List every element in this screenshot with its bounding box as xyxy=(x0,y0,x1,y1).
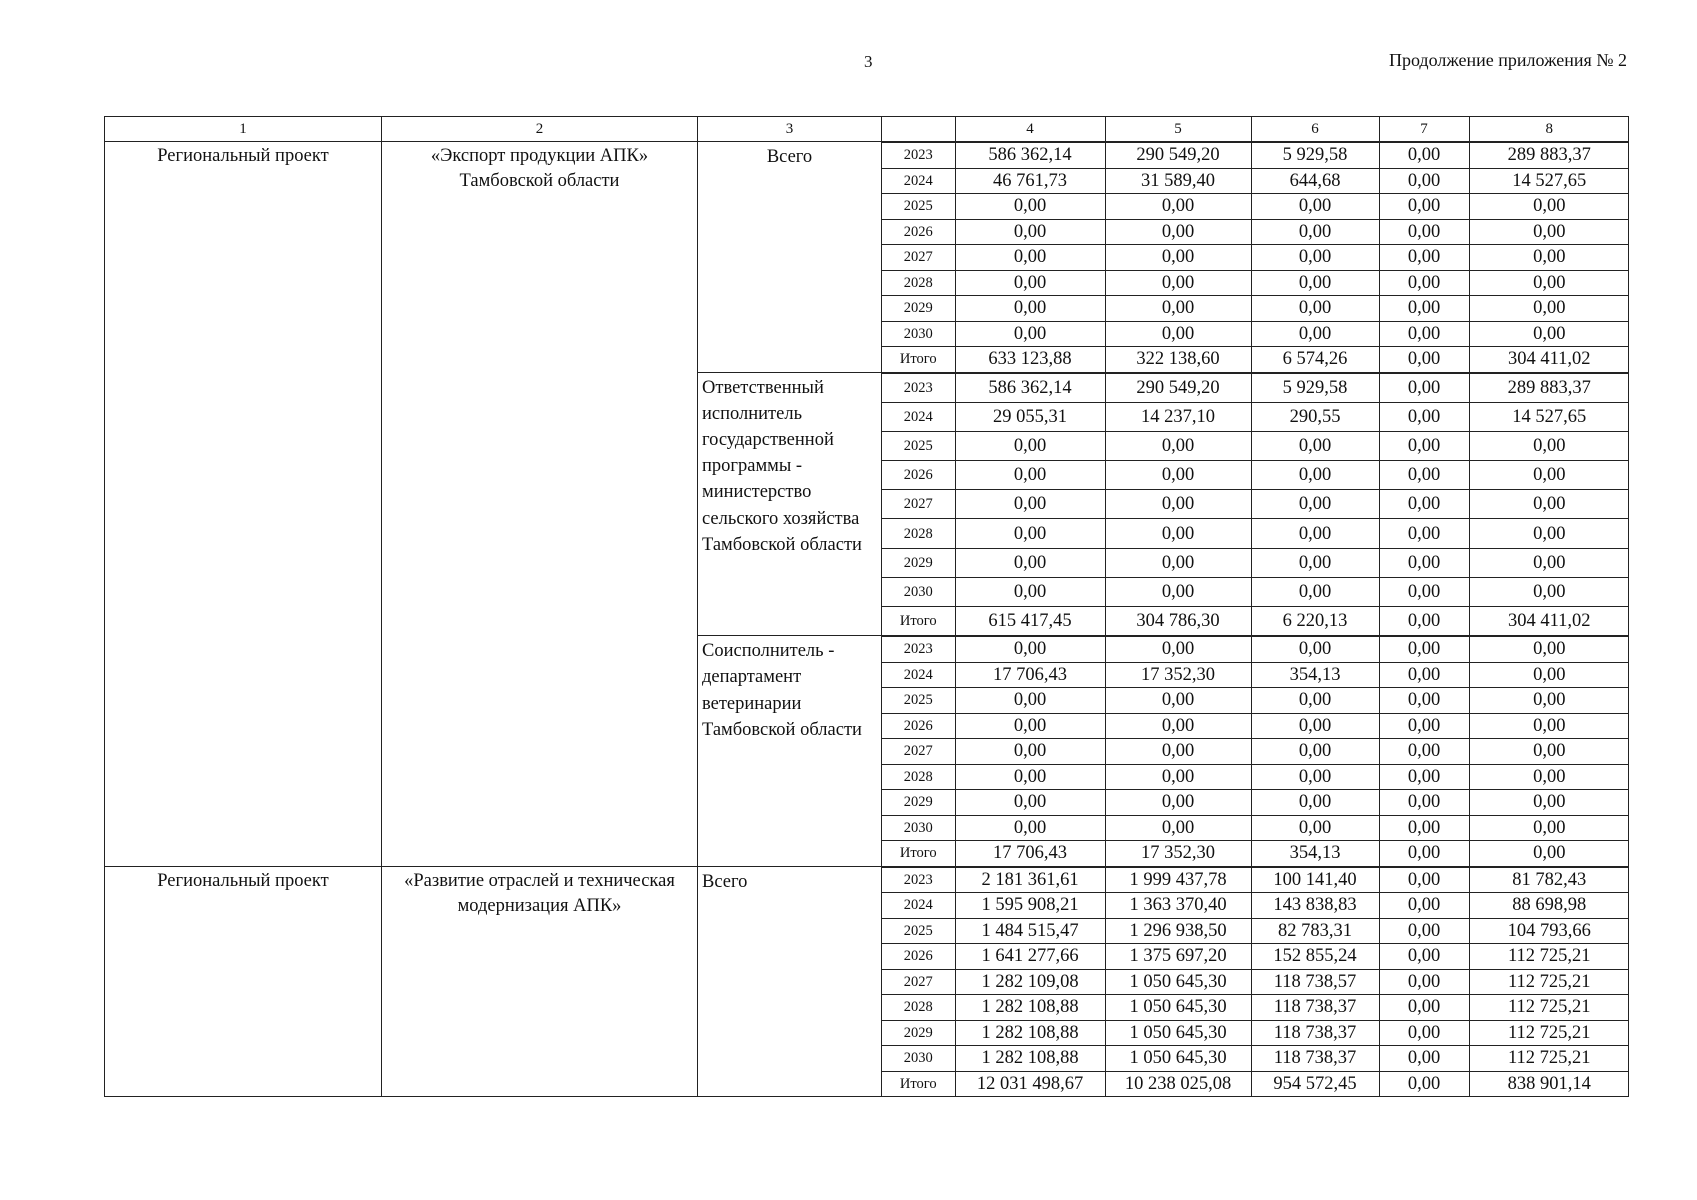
col8-value: 88 698,98 xyxy=(1469,893,1629,919)
col5-value: 0,00 xyxy=(1105,461,1251,490)
year-row xyxy=(882,790,1629,816)
year-cell: 2024 xyxy=(882,168,955,194)
col4-value: 1 484 515,47 xyxy=(955,918,1105,944)
col4-value: 0,00 xyxy=(955,519,1105,548)
col6-value: 143 838,83 xyxy=(1251,893,1379,919)
col4-value: 1 282 108,88 xyxy=(955,1020,1105,1046)
col7-value: 0,00 xyxy=(1379,270,1469,296)
page-number: 3 xyxy=(864,52,873,71)
col6-value: 5 929,58 xyxy=(1251,373,1379,402)
col5-value: 0,00 xyxy=(1105,490,1251,519)
year-cell: Итого xyxy=(882,607,955,636)
year-row xyxy=(882,764,1629,790)
col7-value: 0,00 xyxy=(1379,637,1469,663)
year-row xyxy=(882,969,1629,995)
col5-value: 1 050 645,30 xyxy=(1105,995,1251,1021)
col7-value: 0,00 xyxy=(1379,490,1469,519)
col7-value: 0,00 xyxy=(1379,713,1469,739)
col4-value: 615 417,45 xyxy=(955,607,1105,636)
col4-value: 0,00 xyxy=(955,461,1105,490)
col5-value: 290 549,20 xyxy=(1105,373,1251,402)
col4-value: 0,00 xyxy=(955,713,1105,739)
year-row xyxy=(882,347,1629,372)
year-cell: 2024 xyxy=(882,662,955,688)
year-row xyxy=(882,461,1629,490)
col5-value: 1 050 645,30 xyxy=(1105,1046,1251,1072)
column-header-year xyxy=(882,117,955,141)
col6-value: 0,00 xyxy=(1251,764,1379,790)
year-cell: Итого xyxy=(882,1071,955,1096)
col6-value: 82 783,31 xyxy=(1251,918,1379,944)
col7-value: 0,00 xyxy=(1379,219,1469,245)
year-row xyxy=(882,995,1629,1021)
project-group-row xyxy=(105,142,1629,373)
col6-value: 118 738,37 xyxy=(1251,1020,1379,1046)
year-row xyxy=(882,713,1629,739)
col7-value: 0,00 xyxy=(1379,688,1469,714)
column-header-1: 1 xyxy=(105,117,382,142)
col4-value: 0,00 xyxy=(955,296,1105,322)
col5-value: 290 549,20 xyxy=(1105,143,1251,169)
col4-value: 0,00 xyxy=(955,245,1105,271)
col4-value: 0,00 xyxy=(955,764,1105,790)
col4-value: 0,00 xyxy=(955,637,1105,663)
executor-cell: Ответственный исполнитель государственной программы - министерство сельского хозяйства Тамбовской области xyxy=(698,372,882,636)
col5-value: 0,00 xyxy=(1105,194,1251,220)
col4-value: 1 282 108,88 xyxy=(955,1046,1105,1072)
year-row xyxy=(882,1071,1629,1096)
year-row xyxy=(882,739,1629,765)
col7-value: 0,00 xyxy=(1379,607,1469,636)
col8-value: 0,00 xyxy=(1469,245,1629,271)
col6-value: 152 855,24 xyxy=(1251,944,1379,970)
col8-value: 81 782,43 xyxy=(1469,867,1629,893)
col5-value: 304 786,30 xyxy=(1105,607,1251,636)
year-cell: 2029 xyxy=(882,296,955,322)
col4-value: 0,00 xyxy=(955,194,1105,220)
col8-value: 0,00 xyxy=(1469,519,1629,548)
col7-value: 0,00 xyxy=(1379,995,1469,1021)
year-rows xyxy=(882,373,1629,636)
year-row xyxy=(882,688,1629,714)
col7-value: 0,00 xyxy=(1379,519,1469,548)
year-cell: 2024 xyxy=(882,893,955,919)
col4-value: 0,00 xyxy=(955,688,1105,714)
col4-value: 586 362,14 xyxy=(955,373,1105,402)
executor-cell: Соисполнитель - департамент ветеринарии Тамбовской области xyxy=(698,636,882,867)
col4-value: 12 031 498,67 xyxy=(955,1071,1105,1096)
col5-value: 322 138,60 xyxy=(1105,347,1251,372)
year-cell: 2023 xyxy=(882,637,955,663)
year-row xyxy=(882,893,1629,919)
appendix-continuation-note: Продолжение приложения № 2 xyxy=(1388,50,1627,70)
col7-value: 0,00 xyxy=(1379,194,1469,220)
col8-value: 0,00 xyxy=(1469,688,1629,714)
col8-value: 0,00 xyxy=(1469,490,1629,519)
col4-value: 0,00 xyxy=(955,431,1105,460)
col6-value: 0,00 xyxy=(1251,790,1379,816)
col4-value: 0,00 xyxy=(955,815,1105,841)
col4-value: 1 641 277,66 xyxy=(955,944,1105,970)
year-row xyxy=(882,519,1629,548)
year-row xyxy=(882,490,1629,519)
column-header-5: 5 xyxy=(1105,117,1251,141)
year-cell: 2028 xyxy=(882,519,955,548)
col8-value: 0,00 xyxy=(1469,764,1629,790)
col7-value: 0,00 xyxy=(1379,1071,1469,1096)
year-row xyxy=(882,270,1629,296)
col5-value: 0,00 xyxy=(1105,431,1251,460)
year-cell: 2024 xyxy=(882,402,955,431)
col8-value: 0,00 xyxy=(1469,739,1629,765)
year-cell: 2028 xyxy=(882,764,955,790)
col6-value: 644,68 xyxy=(1251,168,1379,194)
column-header-row xyxy=(105,117,1629,142)
year-cell: 2027 xyxy=(882,245,955,271)
col8-value: 0,00 xyxy=(1469,296,1629,322)
year-cell: 2030 xyxy=(882,1046,955,1072)
col8-value: 304 411,02 xyxy=(1469,607,1629,636)
col7-value: 0,00 xyxy=(1379,944,1469,970)
col4-value: 0,00 xyxy=(955,548,1105,577)
col7-value: 0,00 xyxy=(1379,548,1469,577)
col7-value: 0,00 xyxy=(1379,168,1469,194)
col6-value: 100 141,40 xyxy=(1251,867,1379,893)
col4-value: 0,00 xyxy=(955,577,1105,606)
col6-value: 0,00 xyxy=(1251,194,1379,220)
year-cell: 2023 xyxy=(882,143,955,169)
year-row xyxy=(882,841,1629,866)
col8-value: 0,00 xyxy=(1469,713,1629,739)
project-name: «Развитие отраслей и техническая модернизация АПК» xyxy=(382,866,698,1097)
col5-value: 0,00 xyxy=(1105,219,1251,245)
col5-value: 0,00 xyxy=(1105,637,1251,663)
year-cell: 2025 xyxy=(882,688,955,714)
year-cell: 2026 xyxy=(882,219,955,245)
executor-cell: Всего xyxy=(698,142,882,373)
col7-value: 0,00 xyxy=(1379,764,1469,790)
col6-value: 5 929,58 xyxy=(1251,143,1379,169)
col4-value: 0,00 xyxy=(955,490,1105,519)
year-cell: 2025 xyxy=(882,194,955,220)
col5-value: 17 352,30 xyxy=(1105,662,1251,688)
col6-value: 0,00 xyxy=(1251,245,1379,271)
col8-value: 112 725,21 xyxy=(1469,995,1629,1021)
col4-value: 46 761,73 xyxy=(955,168,1105,194)
col6-value: 0,00 xyxy=(1251,431,1379,460)
col7-value: 0,00 xyxy=(1379,969,1469,995)
year-row xyxy=(882,402,1629,431)
project-name: «Экспорт продукции АПК» Тамбовской области xyxy=(382,142,698,867)
year-cell: 2027 xyxy=(882,969,955,995)
col8-value: 0,00 xyxy=(1469,461,1629,490)
col5-value: 0,00 xyxy=(1105,577,1251,606)
year-cell: 2029 xyxy=(882,548,955,577)
col5-value: 0,00 xyxy=(1105,321,1251,347)
col6-value: 354,13 xyxy=(1251,662,1379,688)
year-row xyxy=(882,219,1629,245)
col8-value: 0,00 xyxy=(1469,815,1629,841)
col4-value: 17 706,43 xyxy=(955,662,1105,688)
col4-value: 0,00 xyxy=(955,321,1105,347)
col7-value: 0,00 xyxy=(1379,431,1469,460)
col5-value: 1 050 645,30 xyxy=(1105,969,1251,995)
col7-value: 0,00 xyxy=(1379,867,1469,893)
year-row xyxy=(882,1046,1629,1072)
col7-value: 0,00 xyxy=(1379,841,1469,866)
year-rows xyxy=(882,867,1629,1097)
col4-value: 0,00 xyxy=(955,270,1105,296)
year-rows xyxy=(882,142,1629,372)
col4-value: 1 282 109,08 xyxy=(955,969,1105,995)
col5-value: 1 050 645,30 xyxy=(1105,1020,1251,1046)
year-row xyxy=(882,944,1629,970)
col6-value: 118 738,37 xyxy=(1251,1046,1379,1072)
col4-value: 633 123,88 xyxy=(955,347,1105,372)
col6-value: 290,55 xyxy=(1251,402,1379,431)
year-cell: 2028 xyxy=(882,995,955,1021)
year-cell: 2030 xyxy=(882,815,955,841)
col6-value: 0,00 xyxy=(1251,519,1379,548)
year-row xyxy=(882,143,1629,169)
col6-value: 6 220,13 xyxy=(1251,607,1379,636)
col5-value: 17 352,30 xyxy=(1105,841,1251,866)
col8-value: 112 725,21 xyxy=(1469,1020,1629,1046)
col7-value: 0,00 xyxy=(1379,245,1469,271)
column-header-3: 3 xyxy=(698,117,882,142)
col7-value: 0,00 xyxy=(1379,296,1469,322)
column-header-2: 2 xyxy=(382,117,698,142)
col6-value: 118 738,57 xyxy=(1251,969,1379,995)
year-cell: 2030 xyxy=(882,577,955,606)
column-header-6: 6 xyxy=(1251,117,1379,141)
col5-value: 0,00 xyxy=(1105,688,1251,714)
col5-value: 0,00 xyxy=(1105,548,1251,577)
project-type: Региональный проект xyxy=(105,142,382,867)
col8-value: 0,00 xyxy=(1469,321,1629,347)
col6-value: 0,00 xyxy=(1251,688,1379,714)
year-rows xyxy=(882,636,1629,866)
col8-value: 0,00 xyxy=(1469,841,1629,866)
col5-value: 0,00 xyxy=(1105,245,1251,271)
col8-value: 0,00 xyxy=(1469,431,1629,460)
col5-value: 1 375 697,20 xyxy=(1105,944,1251,970)
col5-value: 0,00 xyxy=(1105,713,1251,739)
col8-value: 0,00 xyxy=(1469,219,1629,245)
year-row xyxy=(882,1020,1629,1046)
col4-value: 0,00 xyxy=(955,219,1105,245)
col6-value: 0,00 xyxy=(1251,321,1379,347)
col8-value: 14 527,65 xyxy=(1469,402,1629,431)
year-row xyxy=(882,245,1629,271)
year-row xyxy=(882,662,1629,688)
column-header-4: 4 xyxy=(955,117,1105,141)
year-row xyxy=(882,321,1629,347)
column-header-7: 7 xyxy=(1379,117,1469,141)
col5-value: 0,00 xyxy=(1105,815,1251,841)
col6-value: 118 738,37 xyxy=(1251,995,1379,1021)
col8-value: 0,00 xyxy=(1469,577,1629,606)
year-row xyxy=(882,637,1629,663)
col7-value: 0,00 xyxy=(1379,1046,1469,1072)
col6-value: 0,00 xyxy=(1251,548,1379,577)
col6-value: 6 574,26 xyxy=(1251,347,1379,372)
year-cell: Итого xyxy=(882,347,955,372)
col7-value: 0,00 xyxy=(1379,321,1469,347)
col7-value: 0,00 xyxy=(1379,893,1469,919)
year-cell: 2030 xyxy=(882,321,955,347)
year-row xyxy=(882,815,1629,841)
col8-value: 104 793,66 xyxy=(1469,918,1629,944)
col6-value: 954 572,45 xyxy=(1251,1071,1379,1096)
year-cell: 2029 xyxy=(882,790,955,816)
col5-value: 0,00 xyxy=(1105,296,1251,322)
col4-value: 2 181 361,61 xyxy=(955,867,1105,893)
year-row xyxy=(882,431,1629,460)
col4-value: 0,00 xyxy=(955,790,1105,816)
year-cell: 2023 xyxy=(882,867,955,893)
col6-value: 0,00 xyxy=(1251,577,1379,606)
col6-value: 0,00 xyxy=(1251,490,1379,519)
col7-value: 0,00 xyxy=(1379,662,1469,688)
col6-value: 0,00 xyxy=(1251,815,1379,841)
year-cell: 2028 xyxy=(882,270,955,296)
col5-value: 31 589,40 xyxy=(1105,168,1251,194)
year-cell: 2027 xyxy=(882,490,955,519)
col7-value: 0,00 xyxy=(1379,739,1469,765)
col8-value: 112 725,21 xyxy=(1469,1046,1629,1072)
col8-value: 14 527,65 xyxy=(1469,168,1629,194)
col5-value: 0,00 xyxy=(1105,519,1251,548)
year-cell: 2025 xyxy=(882,918,955,944)
col6-value: 0,00 xyxy=(1251,219,1379,245)
col6-value: 354,13 xyxy=(1251,841,1379,866)
year-cell: 2023 xyxy=(882,373,955,402)
col5-value: 10 238 025,08 xyxy=(1105,1071,1251,1096)
col6-value: 0,00 xyxy=(1251,739,1379,765)
col8-value: 304 411,02 xyxy=(1469,347,1629,372)
financing-table xyxy=(104,116,1629,1097)
col4-value: 29 055,31 xyxy=(955,402,1105,431)
col5-value: 1 363 370,40 xyxy=(1105,893,1251,919)
year-cell: Итого xyxy=(882,841,955,866)
col5-value: 0,00 xyxy=(1105,739,1251,765)
year-cell: 2026 xyxy=(882,461,955,490)
col4-value: 1 282 108,88 xyxy=(955,995,1105,1021)
col7-value: 0,00 xyxy=(1379,790,1469,816)
year-row xyxy=(882,548,1629,577)
executor-cell: Всего xyxy=(698,866,882,1097)
col4-value: 0,00 xyxy=(955,739,1105,765)
col8-value: 0,00 xyxy=(1469,548,1629,577)
col7-value: 0,00 xyxy=(1379,918,1469,944)
col8-value: 0,00 xyxy=(1469,790,1629,816)
col8-value: 0,00 xyxy=(1469,637,1629,663)
col8-value: 112 725,21 xyxy=(1469,944,1629,970)
col4-value: 17 706,43 xyxy=(955,841,1105,866)
col5-value: 0,00 xyxy=(1105,764,1251,790)
year-cell: 2026 xyxy=(882,944,955,970)
col7-value: 0,00 xyxy=(1379,461,1469,490)
year-row xyxy=(882,373,1629,402)
col5-value: 1 999 437,78 xyxy=(1105,867,1251,893)
column-header-8: 8 xyxy=(1469,117,1629,141)
column-header-numbers xyxy=(882,117,1629,141)
col8-value: 0,00 xyxy=(1469,662,1629,688)
col4-value: 1 595 908,21 xyxy=(955,893,1105,919)
col8-value: 0,00 xyxy=(1469,270,1629,296)
col4-value: 586 362,14 xyxy=(955,143,1105,169)
year-cell: 2029 xyxy=(882,1020,955,1046)
col5-value: 14 237,10 xyxy=(1105,402,1251,431)
year-cell: 2027 xyxy=(882,739,955,765)
col6-value: 0,00 xyxy=(1251,270,1379,296)
col7-value: 0,00 xyxy=(1379,347,1469,372)
col6-value: 0,00 xyxy=(1251,637,1379,663)
project-type: Региональный проект xyxy=(105,866,382,1097)
year-cell: 2026 xyxy=(882,713,955,739)
col7-value: 0,00 xyxy=(1379,577,1469,606)
year-row xyxy=(882,918,1629,944)
col7-value: 0,00 xyxy=(1379,373,1469,402)
col5-value: 1 296 938,50 xyxy=(1105,918,1251,944)
col5-value: 0,00 xyxy=(1105,270,1251,296)
year-row xyxy=(882,867,1629,893)
col6-value: 0,00 xyxy=(1251,296,1379,322)
project-group-row xyxy=(105,866,1629,1097)
year-row xyxy=(882,168,1629,194)
col7-value: 0,00 xyxy=(1379,1020,1469,1046)
col6-value: 0,00 xyxy=(1251,461,1379,490)
col8-value: 0,00 xyxy=(1469,194,1629,220)
year-row xyxy=(882,194,1629,220)
year-row xyxy=(882,607,1629,636)
col8-value: 289 883,37 xyxy=(1469,373,1629,402)
col8-value: 289 883,37 xyxy=(1469,143,1629,169)
col8-value: 838 901,14 xyxy=(1469,1071,1629,1096)
col7-value: 0,00 xyxy=(1379,143,1469,169)
col5-value: 0,00 xyxy=(1105,790,1251,816)
col8-value: 112 725,21 xyxy=(1469,969,1629,995)
col7-value: 0,00 xyxy=(1379,815,1469,841)
year-row xyxy=(882,296,1629,322)
year-cell: 2025 xyxy=(882,431,955,460)
col7-value: 0,00 xyxy=(1379,402,1469,431)
year-row xyxy=(882,577,1629,606)
col6-value: 0,00 xyxy=(1251,713,1379,739)
